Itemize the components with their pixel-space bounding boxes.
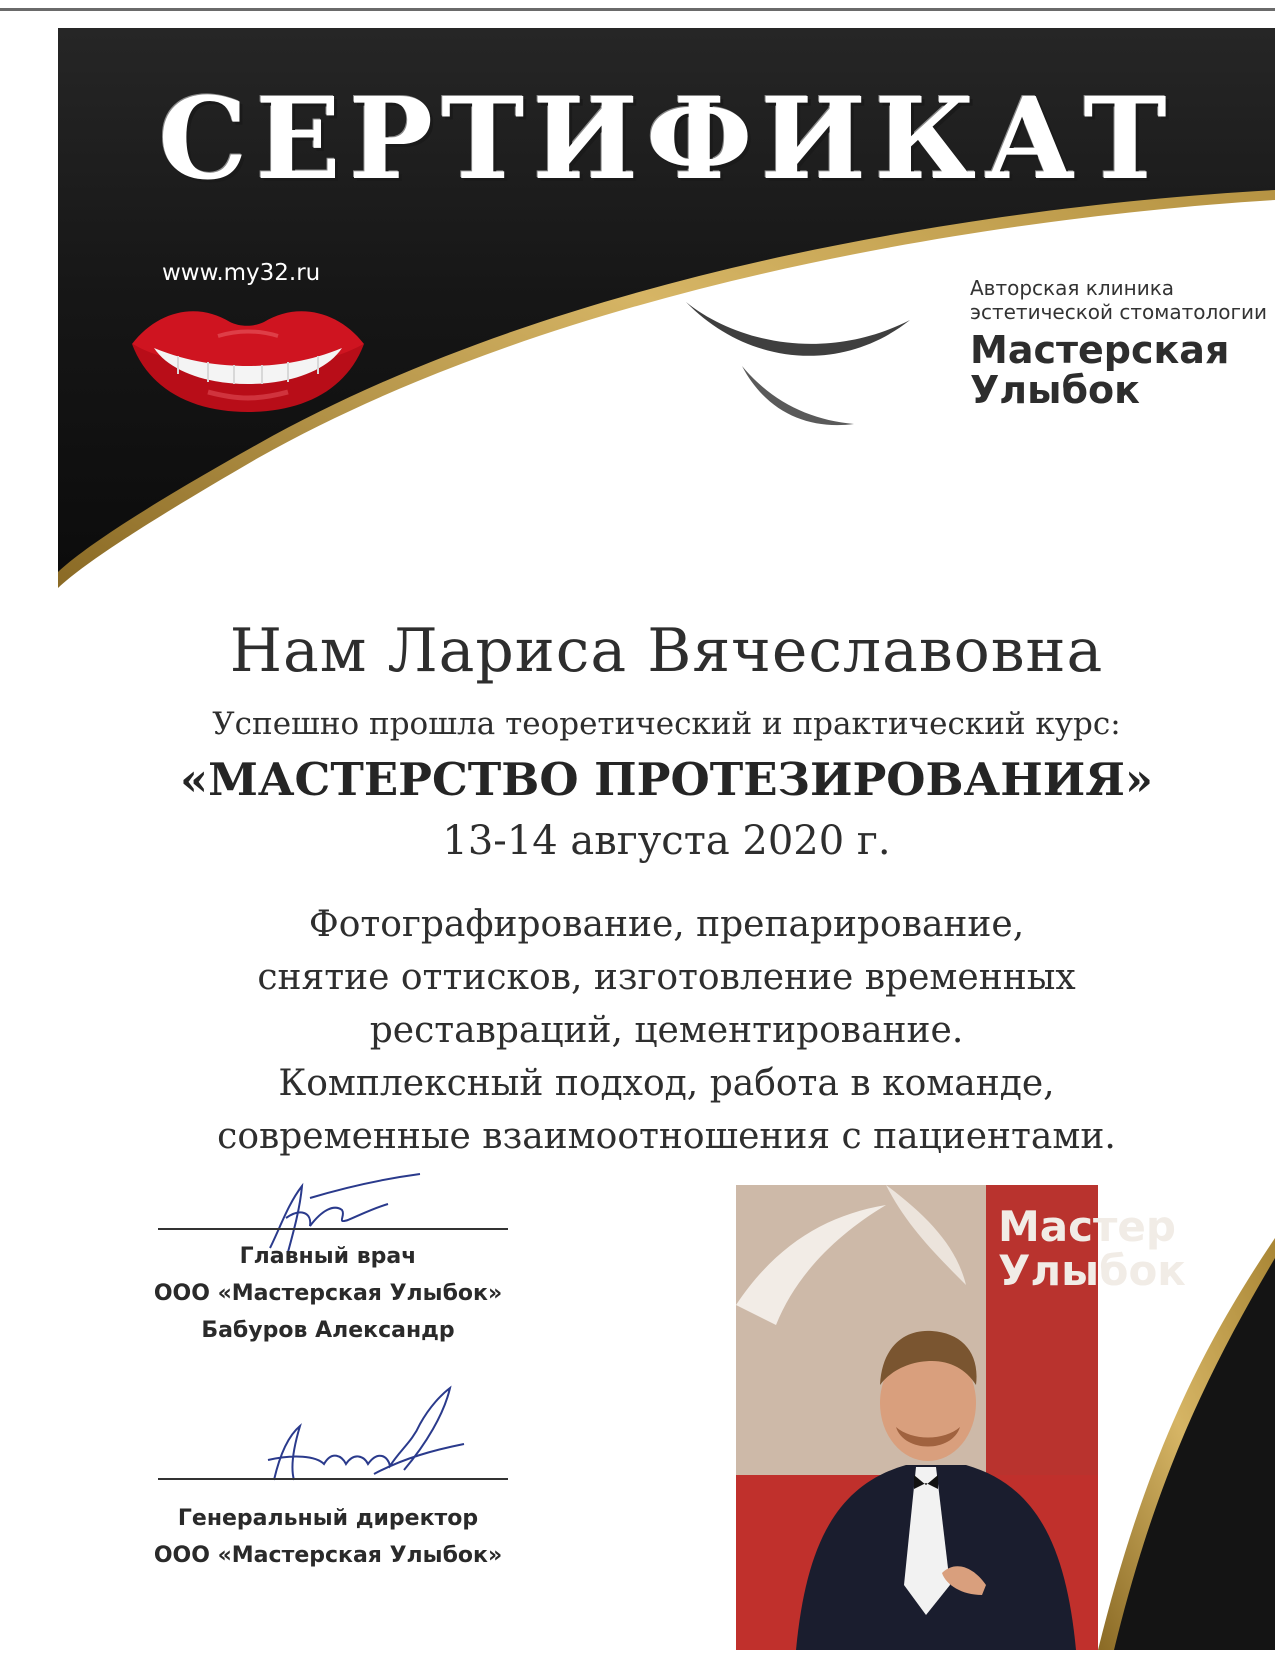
- clinic-name-line2: Улыбок: [970, 368, 1140, 412]
- completion-text: Успешно прошла теоретический и практический курс:: [212, 706, 1121, 742]
- instructor-photo: [736, 1185, 1186, 1650]
- course-dates: 13-14 августа 2020 г.: [442, 818, 891, 864]
- recipient-name: Нам Лариса Вячеславовна: [229, 616, 1104, 686]
- description-line: Комплексный подход, работа в команде,: [278, 1063, 1055, 1104]
- certificate: [58, 28, 1275, 1650]
- signature-line: [158, 1478, 508, 1480]
- photo-sign-line1: Мастер: [998, 1202, 1176, 1251]
- website-url: www.my32.ru: [162, 260, 321, 286]
- clinic-logo-swoosh-icon: [678, 296, 918, 436]
- photo-sign-line2: Улыбок: [998, 1246, 1186, 1295]
- description-line: современные взаимоотношения с пациентами.: [217, 1116, 1116, 1157]
- clinic-tagline-line2: эстетической стоматологии: [970, 300, 1268, 324]
- description-line: Фотографирование, препарирование,: [308, 904, 1025, 945]
- course-title: «МАСТЕРСТВО ПРОТЕЗИРОВАНИЯ»: [179, 753, 1154, 806]
- clinic-name-line1: Мастерская: [970, 328, 1230, 372]
- signatory-role: Главный врач: [239, 1244, 417, 1269]
- lips-logo: [128, 296, 368, 416]
- clinic-tagline-line1: Авторская клиника: [970, 276, 1175, 300]
- signatory-general-director: [118, 1500, 538, 1574]
- signatory-company: ООО «Мастерская Улыбок»: [153, 1543, 503, 1568]
- signature-line: [158, 1228, 508, 1230]
- signatory-company: ООО «Мастерская Улыбок»: [153, 1281, 503, 1306]
- course-description: [58, 898, 1275, 1163]
- description-line: снятие оттисков, изготовление временных: [257, 957, 1076, 998]
- scan-border-line: [0, 8, 1275, 11]
- certificate-title: СЕРТИФИКАТ: [158, 74, 1175, 205]
- description-line: реставраций, цементирование.: [369, 1010, 964, 1051]
- signatory-chief-doctor: [118, 1238, 538, 1349]
- signatory-name: Бабуров Александр: [201, 1318, 455, 1343]
- signatory-role: Генеральный директор: [177, 1506, 479, 1531]
